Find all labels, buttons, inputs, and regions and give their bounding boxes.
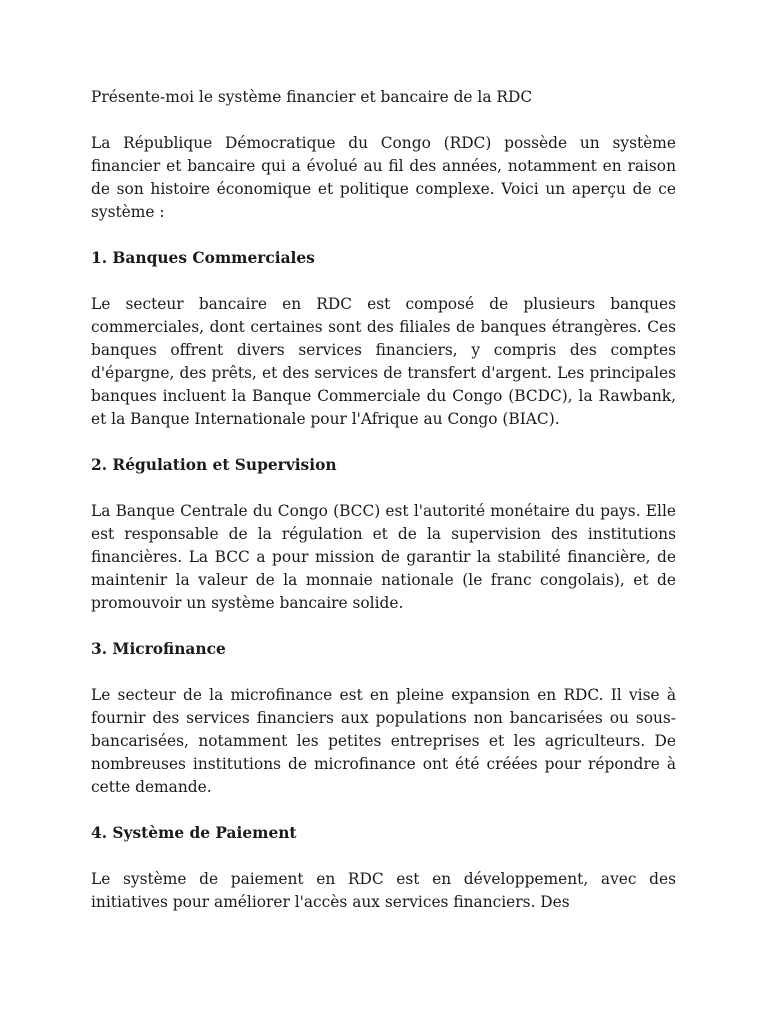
section-body: Le système de paiement en RDC est en développement, avec des initiatives pour améliorer l'accès aux services financiers. Des [91, 870, 676, 911]
prompt-line: Présente-moi le système financier et bancaire de la RDC [91, 88, 533, 106]
document-page [91, 86, 676, 937]
section-body: Le secteur bancaire en RDC est composé de plusieurs banques commerciales, dont certaines sont des filiales de banques étrangères. Ces banques offrent divers services financiers, y compris des comptes d'épargne, des prêts, et des services de transfert d'argent. Les principales banques incluent la Banque Commerciale du Congo (BCDC), la Rawbank, et la Banque Internationale pour l'Afrique au Congo (BIAC). [91, 295, 676, 428]
intro-paragraph: La République Démocratique du Congo (RDC) possède un système financier et bancaire qui a évolué au fil des années, notamment en raison de son histoire économique et politique complexe. Voici un aperçu de ce système : [91, 134, 676, 221]
section-heading: 4. Système de Paiement [91, 824, 297, 842]
section-body: Le secteur de la microfinance est en pleine expansion en RDC. Il vise à fournir des services financiers aux populations non bancarisées ou sous-bancarisées, notamment les petites entreprises et les agriculteurs. De nombreuses institutions de microfinance ont été créées pour répondre à cette demande. [91, 686, 676, 796]
section-banques-commerciales [91, 247, 676, 431]
section-heading: 2. Régulation et Supervision [91, 456, 337, 474]
section-body: La Banque Centrale du Congo (BCC) est l'autorité monétaire du pays. Elle est responsable de la régulation et de la supervision des institutions financières. La BCC a pour mission de garantir la stabilité financière, de maintenir la valeur de la monnaie nationale (le franc congolais), et de promouvoir un système bancaire solide. [91, 502, 676, 612]
section-heading: 1. Banques Commerciales [91, 249, 315, 267]
section-microfinance [91, 638, 676, 799]
section-regulation-supervision [91, 454, 676, 615]
section-heading: 3. Microfinance [91, 640, 226, 658]
section-systeme-paiement [91, 822, 676, 914]
